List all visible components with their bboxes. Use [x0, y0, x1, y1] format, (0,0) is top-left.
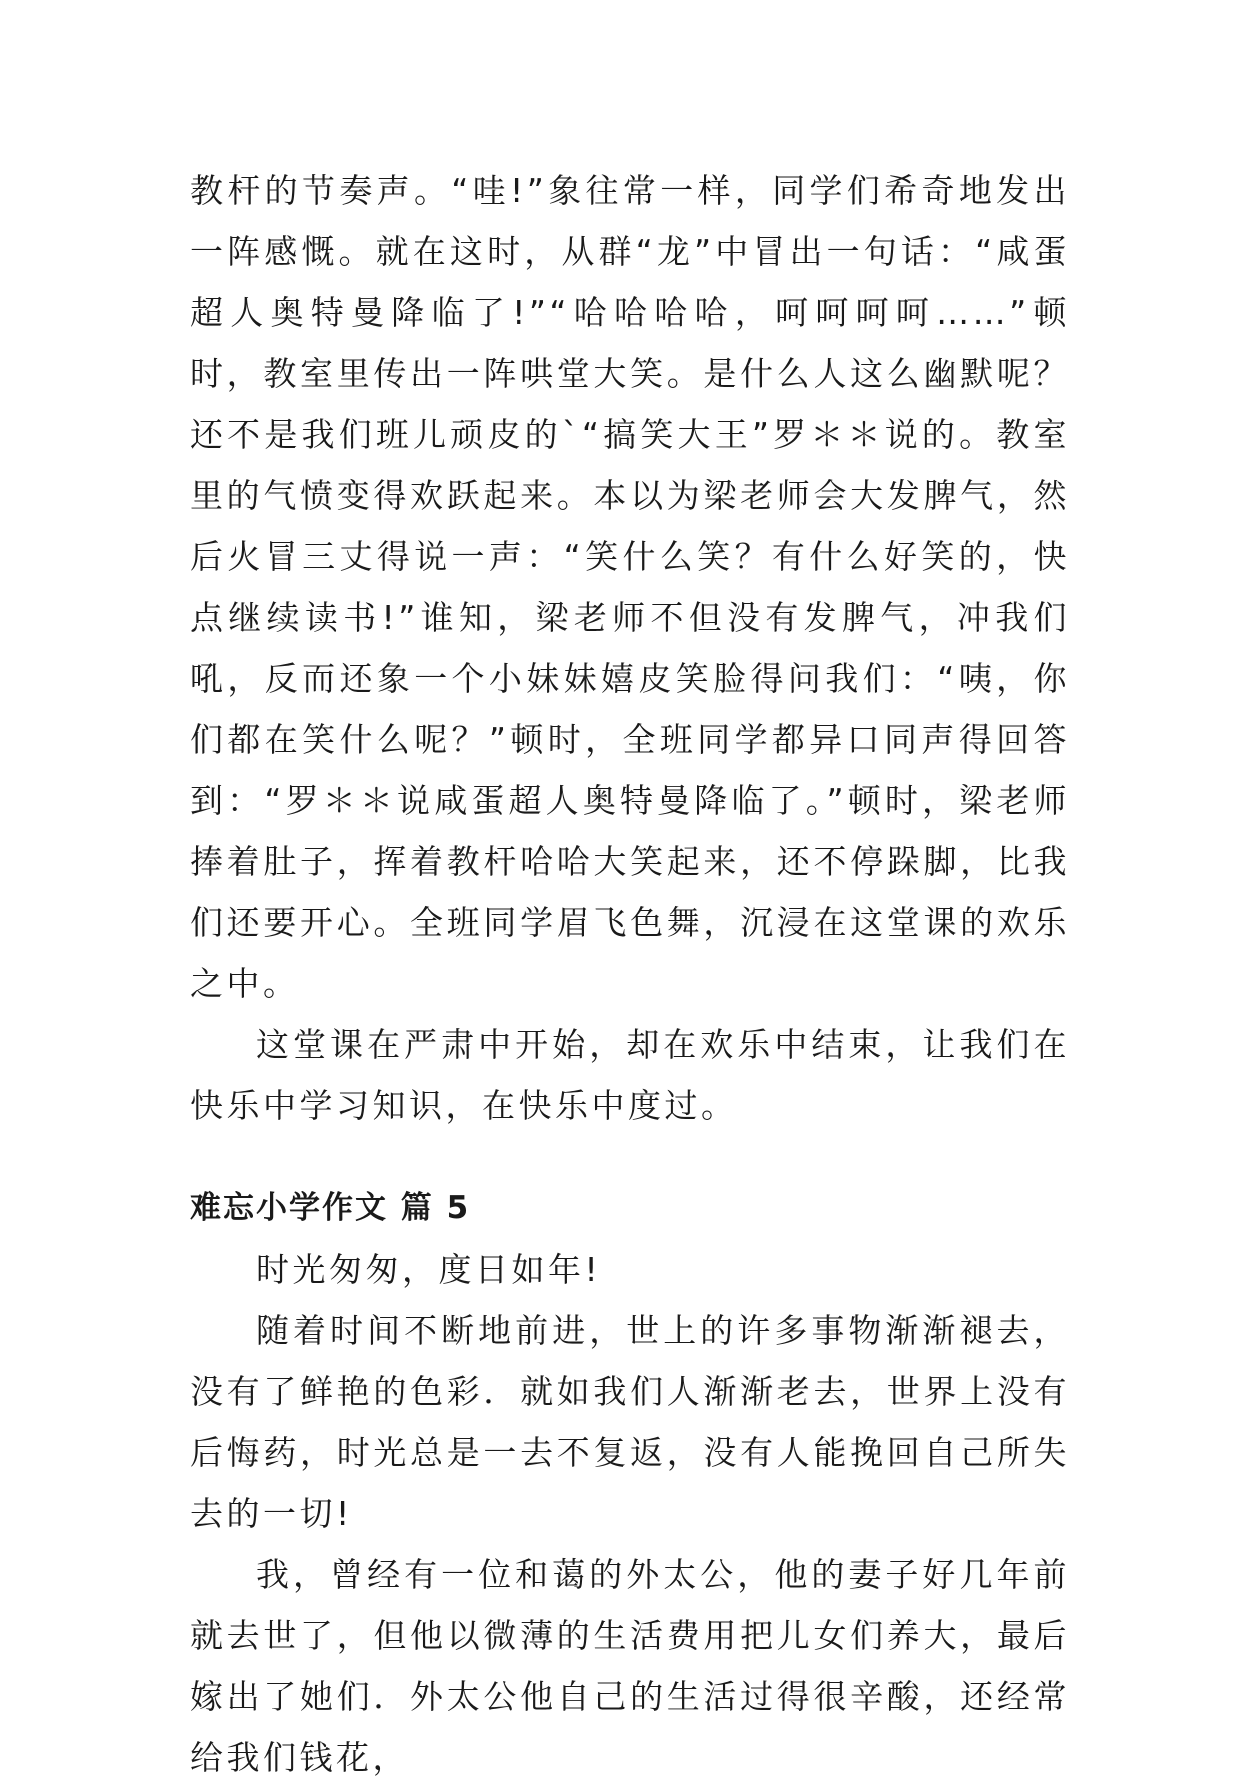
continued-paragraph: 教杆的节奏声。“哇!”象往常一样，同学们希奇地发出一阵感慨。就在这时，从群“龙”中冒出一句话：“咸蛋超人奥特曼降临了!”“哈哈哈哈，呵呵呵呵……”顿时，教室里传出一阵哄堂大笑。是什么人这么幽默呢？还不是我们班儿顽皮的`“搞笑大王”罗＊＊说的。教室里的气愤变得欢跃起来。本以为梁老师会大发脾气，然后火冒三丈得说一声：“笑什么笑？有什么好笑的，快点继续读书!”谁知，梁老师不但没有发脾气，冲我们吼，反而还象一个小妹妹嬉皮笑脸得问我们：“咦，你们都在笑什么呢？”顿时，全班同学都异口同声得回答到：“罗＊＊说咸蛋超人奥特曼降临了。”顿时，梁老师捧着肚子，挥着教杆哈哈大笑起来，还不停跺脚，比我们还要开心。全班同学眉飞色舞，沉浸在这堂课的欢乐之中。: [190, 171, 1070, 1003]
closing-paragraph: 这堂课在严肃中开始，却在欢乐中结束，让我们在快乐中学习知识，在快乐中度过。: [190, 1025, 1070, 1125]
section-paragraph-2: 随着时间不断地前进，世上的许多事物渐渐褪去，没有了鲜艳的色彩．就如我们人渐渐老去，世界上没有后悔药，时光总是一去不复返，没有人能挽回自己所失去的一切!: [190, 1311, 1070, 1533]
section-paragraph-3: 我，曾经有一位和蔼的外太公，他的妻子好几年前就去世了，但他以微薄的生活费用把儿女们养大，最后嫁出了她们．外太公他自己的生活过得很辛酸，还经常给我们钱花，: [190, 1555, 1070, 1777]
section-title: 难忘小学作文 篇 5: [190, 1190, 471, 1226]
document-body: [190, 160, 1070, 1788]
section-paragraph-1: 时光匆匆，度日如年!: [256, 1250, 602, 1289]
